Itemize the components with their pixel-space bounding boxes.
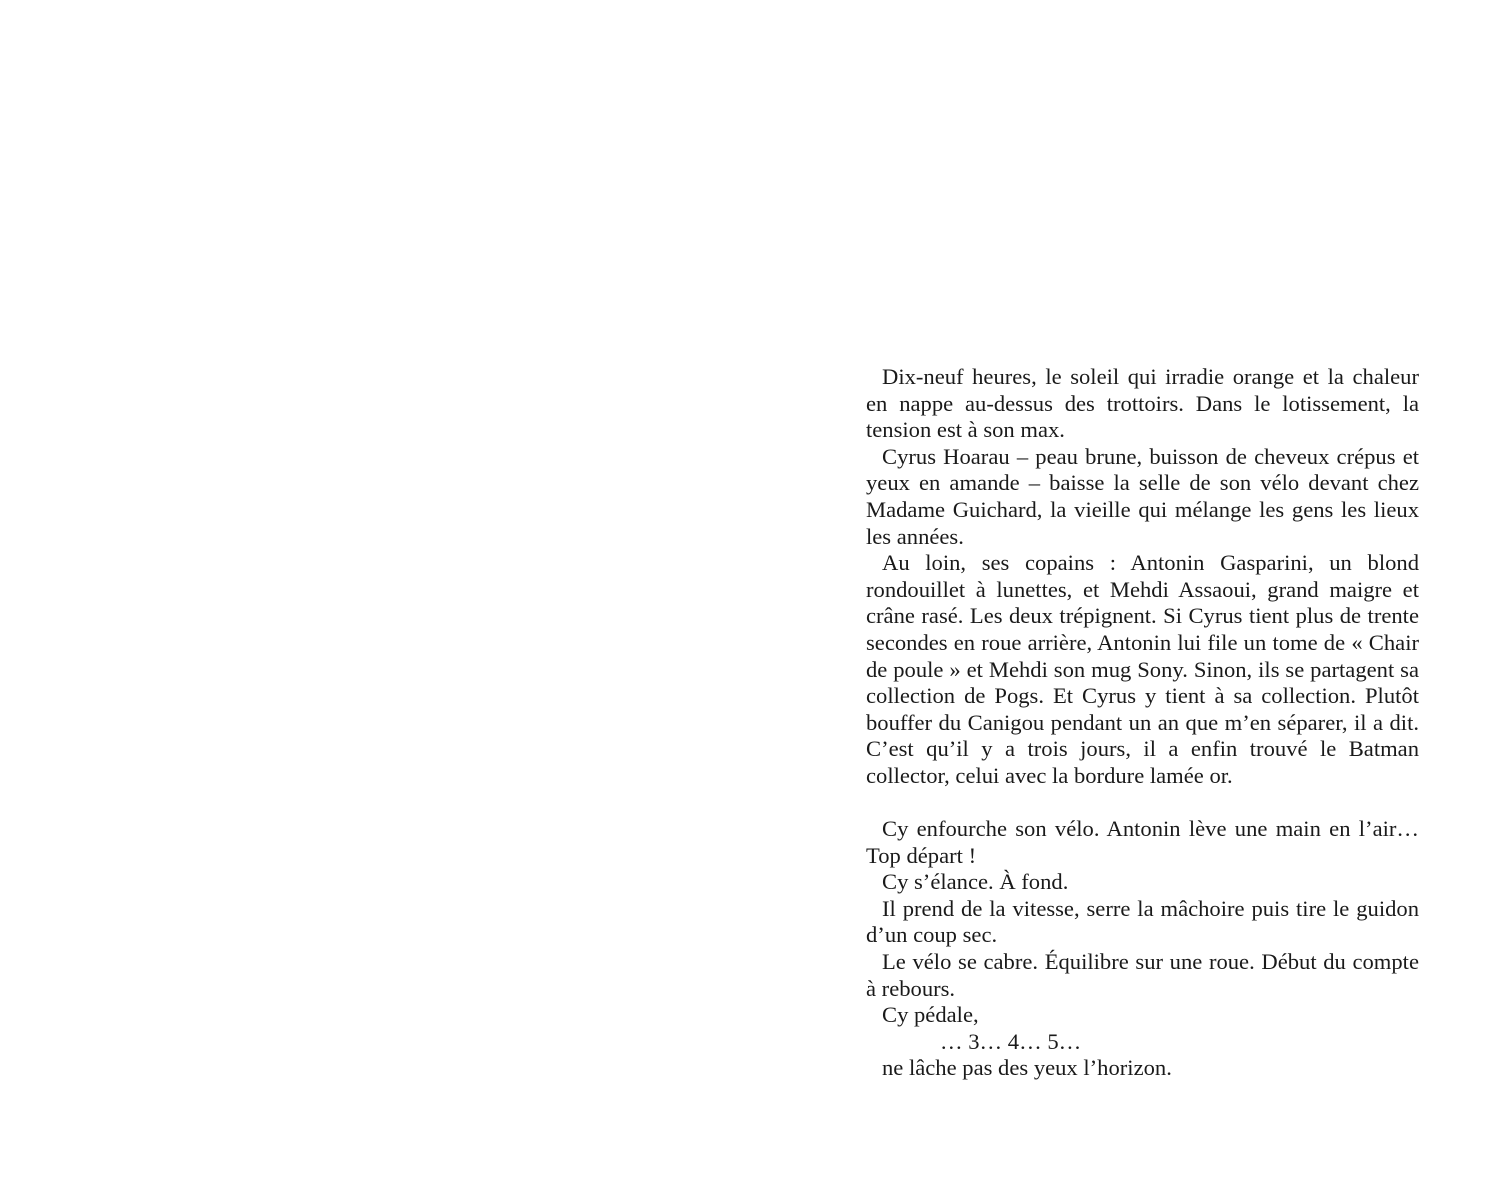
paragraph: Cy s’élance. À fond. (882, 869, 1069, 895)
paragraph: Cy enfourche son vélo. Antonin lève une main en l’air… Top départ ! (866, 816, 1419, 868)
body-text (866, 364, 1419, 1082)
paragraph: Au loin, ses copains : Antonin Gasparini, un blond rondouillet à lunettes, et Mehdi Assaoui, grand maigre et crâne rasé. Les deux trépignent. Si Cyrus tient plus de trente secondes en roue arrière, Antonin lui file un tome de « Chair de poule » et Mehdi son mug Sony. Sinon, ils se partagent sa collection de Pogs. Et Cyrus y tient à sa collection. Plutôt bouffer du Canigou pendant un an que m’en séparer, il a dit. C’est qu’il y a trois jours, il a enfin trouvé le Batman collector, celui avec la bordure lamée or. (866, 550, 1419, 788)
final-line: ne lâche pas des yeux l’horizon. (882, 1055, 1172, 1081)
paragraph: Dix-neuf heures, le soleil qui irradie orange et la chaleur en nappe au-dessus des trottoirs. Dans le lotissement, la tension est à son max. (866, 364, 1419, 443)
left-page-blank (0, 0, 753, 1200)
paragraph: Cyrus Hoarau – peau brune, buisson de cheveux crépus et yeux en amande – baisse la selle de son vélo devant chez Madame Guichard, la vieille qui mélange les gens les lieux les années. (866, 443, 1419, 549)
countdown-line: … 3… 4… 5… (940, 1028, 1082, 1054)
paragraph: Cy pédale, (882, 1002, 979, 1028)
paragraph: Le vélo se cabre. Équilibre sur une roue. Début du compte à rebours. (866, 949, 1419, 1001)
paragraph: Il prend de la vitesse, serre la mâchoire puis tire le guidon d’un coup sec. (866, 895, 1419, 948)
section-break (866, 790, 1419, 817)
right-page (753, 0, 1507, 1200)
